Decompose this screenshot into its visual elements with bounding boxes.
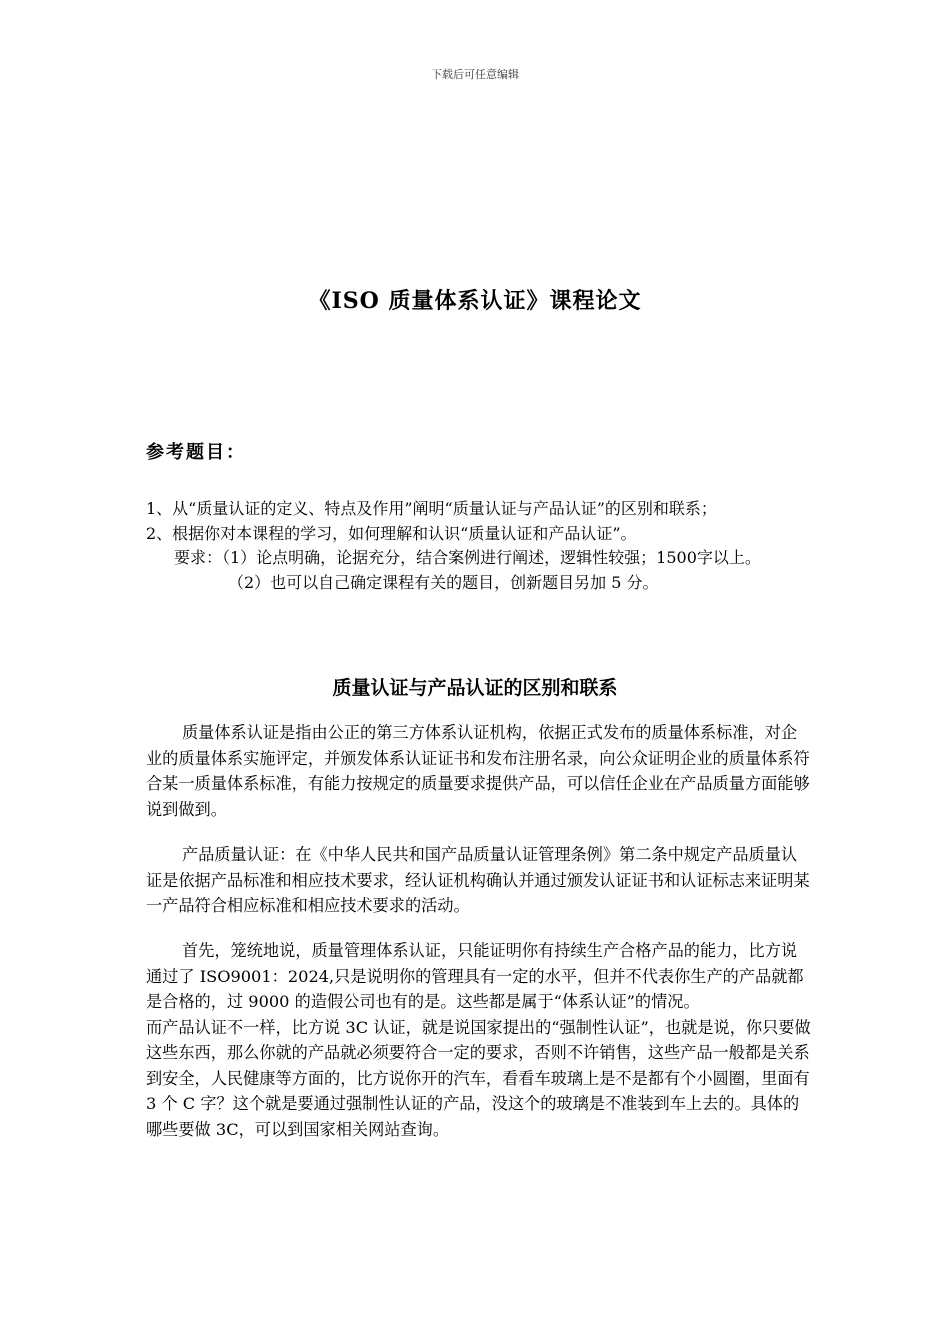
paragraph-text: 产品质量认证：在《中华人民共和国产品质量认证管理条例》第二条中规定产品质量认证是依据产品标准和相应技术要求，经认证机构确认并通过颁发认证证书和认证标志来证明某一产品符合相应标准和相应技术要求的活动。 (146, 845, 810, 915)
paragraph-quality-system (146, 720, 811, 822)
topic-item-1: 1、从“质量认证的定义、特点及作用”阐明“质量认证与产品认证”的区别和联系； (146, 499, 717, 518)
topic-item-2: 2、根据你对本课程的学习，如何理解和认识“质量认证和产品认证”。 (146, 523, 637, 543)
requirement-1: 要求：（1）论点明确，论据充分，结合案例进行阐述，逻辑性较强；1500字以上。 (174, 548, 761, 567)
paragraph-text: 首先，笼统地说，质量管理体系认证，只能证明你有持续生产合格产品的能力，比方说通过了 ISO9001：2024,只是说明你的管理具有一定的水平，但并不代表你生产的产品就都是合格的，过 9000 的造假公司也有的是。这些都是属于“体系认证”的情况。 (146, 941, 804, 1011)
requirement-2: （2）也可以自己确定课程有关的题目，创新题目另加 5 分。 (228, 572, 659, 592)
header-note: 下载后可任意编辑 (431, 68, 519, 81)
paragraph-text: 而产品认证不一样，比方说 3C 认证，就是说国家提出的“强制性认证”，也就是说，你只要做这些东西，那么你就的产品就必须要符合一定的要求，否则不许销售，这些产品一般都是关系到安全，人民健康等方面的，比方说你开的汽车，看看车玻璃上是不是都有个小圆圈，里面有 3 个 C 字？这个就是要通过强制性认证的产品，没这个的玻璃是不准装到车上去的。具体的哪些要做 3C，可以到国家相关网站查询。 (146, 1017, 811, 1139)
topic-list (146, 497, 811, 595)
paragraph-comparison (146, 938, 811, 1142)
section-title: 质量认证与产品认证的区别和联系 (332, 677, 618, 699)
document-title: 《ISO 质量体系认证》课程论文 (308, 288, 642, 314)
paragraph-product-certification (146, 842, 811, 919)
reference-heading: 参考题目： (146, 442, 246, 463)
paragraph-text: 质量体系认证是指由公正的第三方体系认证机构，依据正式发布的质量体系标准，对企业的质量体系实施评定，并颁发体系认证证书和发布注册名录，向公众证明企业的质量体系符合某一质量体系标准，有能力按规定的质量要求提供产品，可以信任企业在产品质量方面能够说到做到。 (146, 723, 810, 819)
